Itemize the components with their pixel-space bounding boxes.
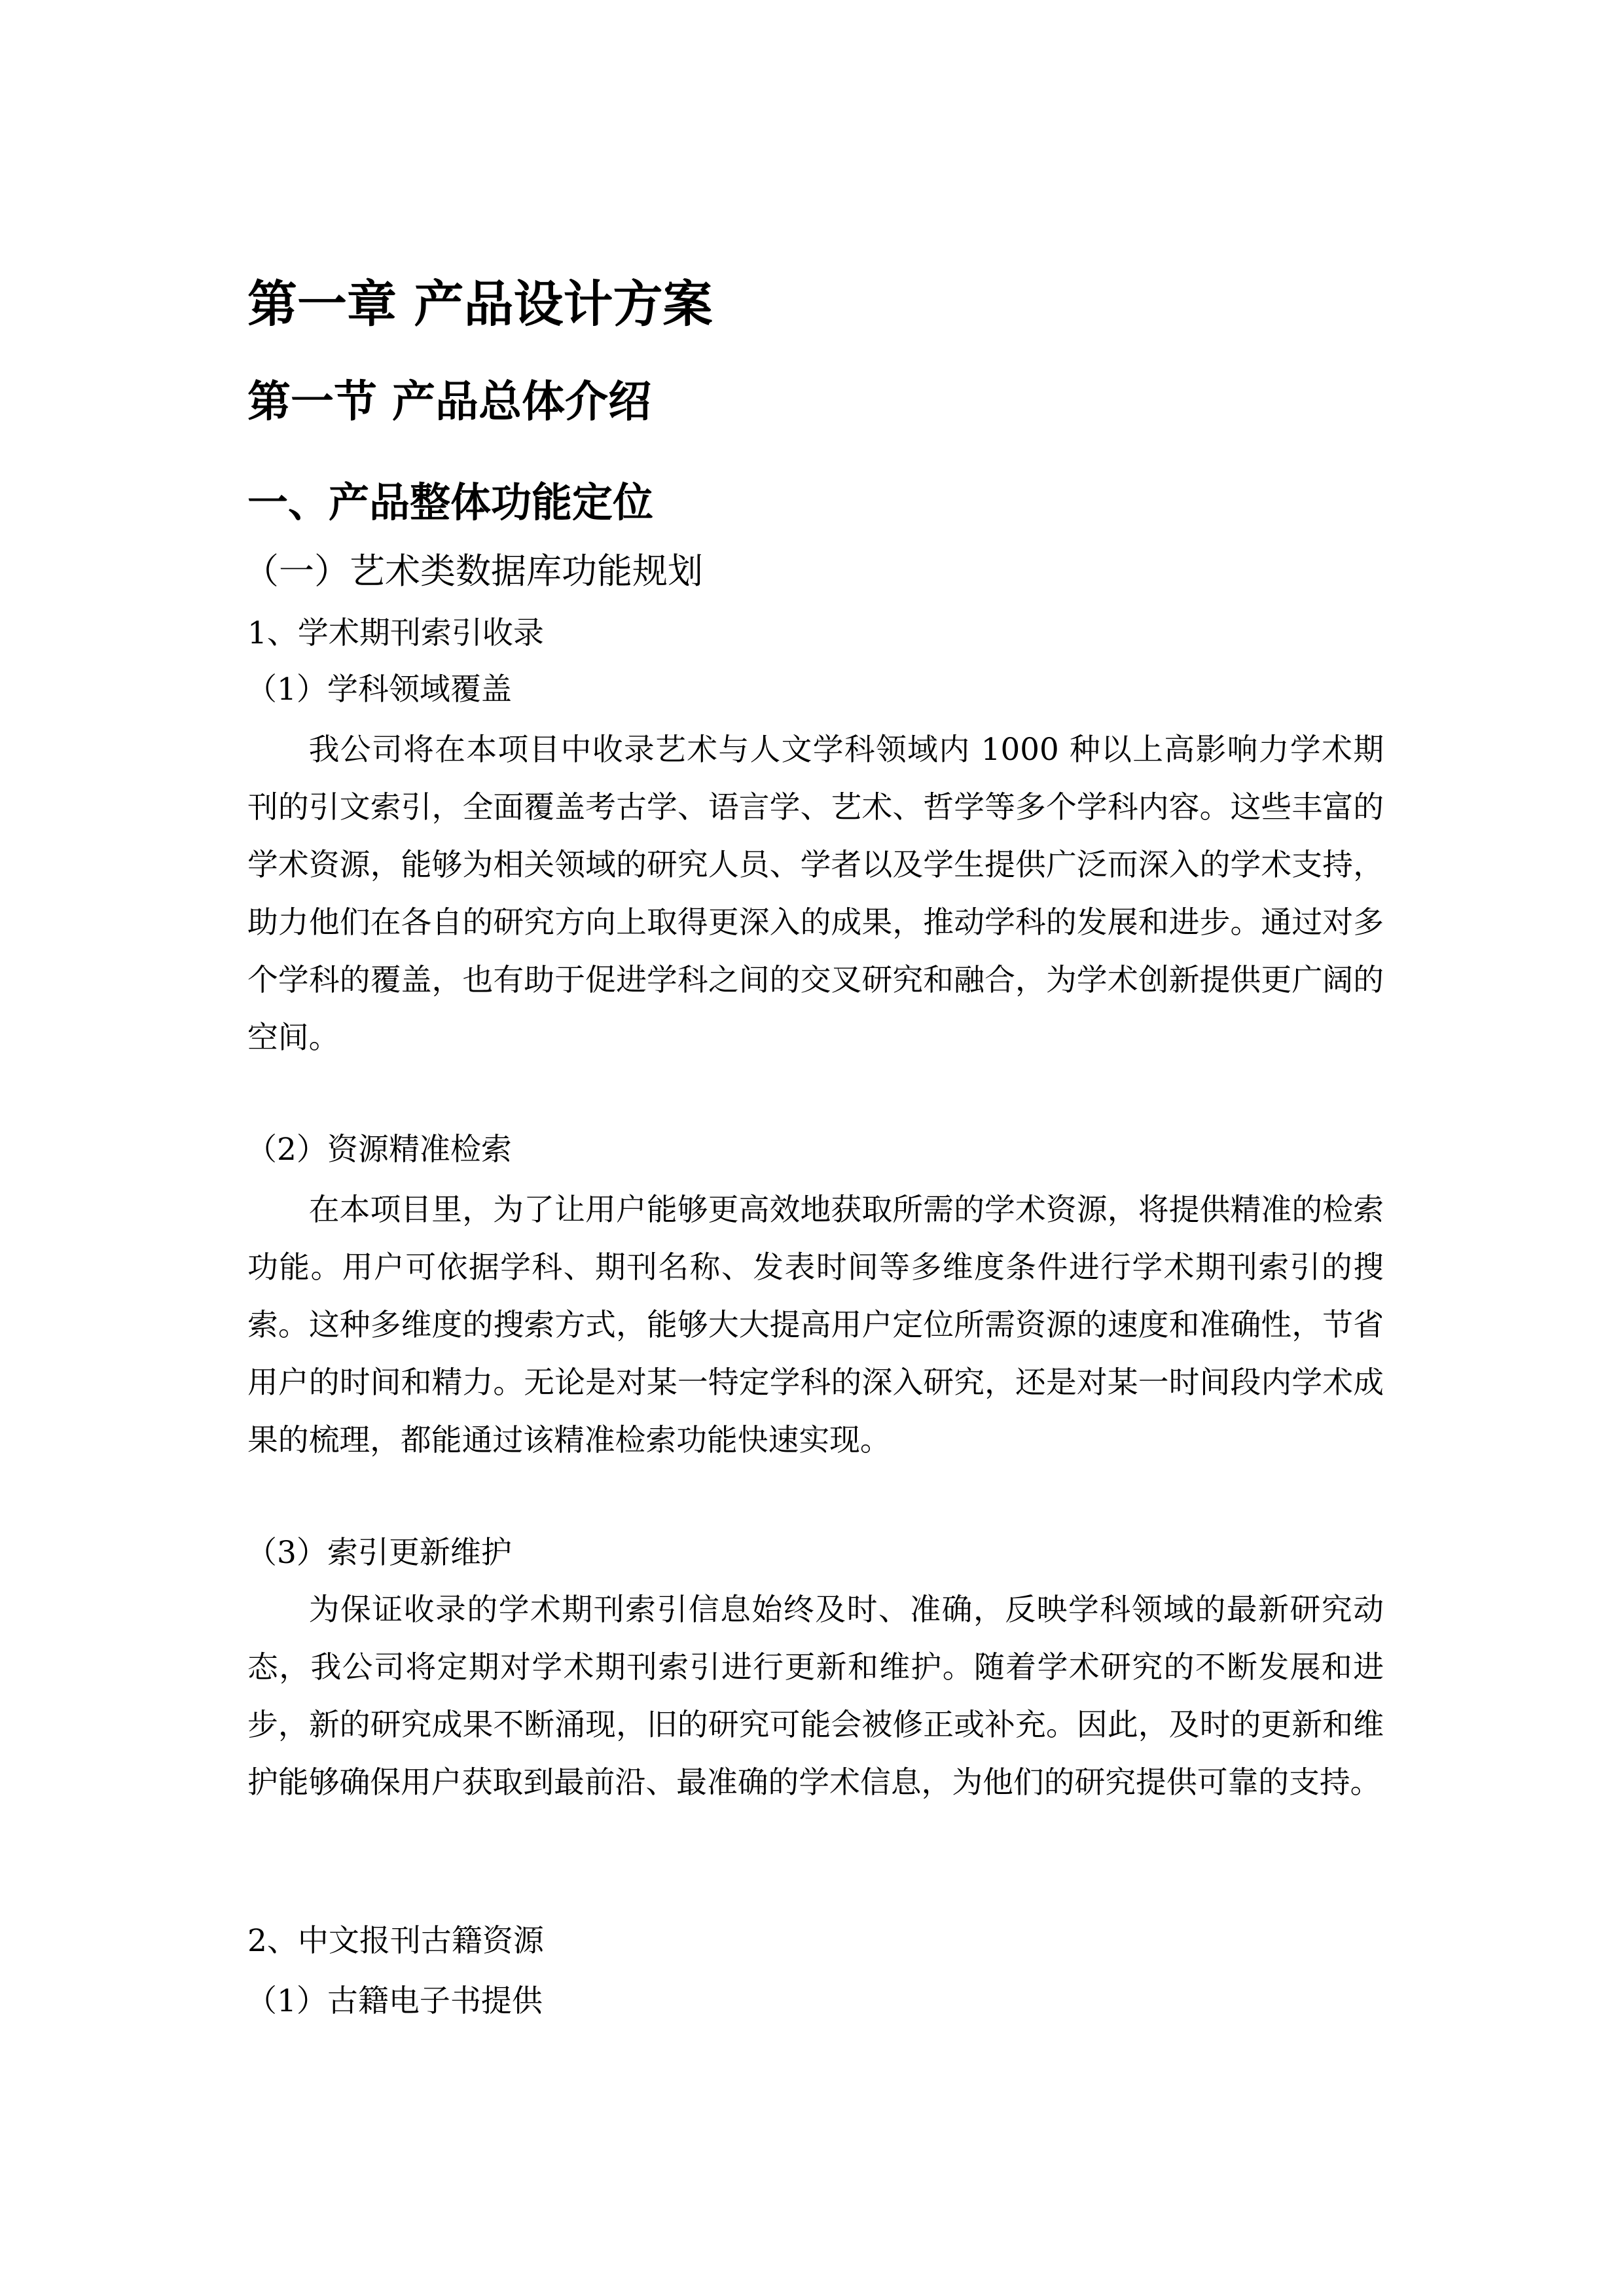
item-1-sub-3-title: （3）索引更新维护: [246, 1535, 512, 1571]
item-1-sub-1-paragraph: 我公司将在本项目中收录艺术与人文学科领域内 1000 种以上高影响力学术期刊的引文索引，全面覆盖考古学、语言学、艺术、哲学等多个学科内容。这些丰富的学术资源，能够为相关领域的研究人员、学者以及学生提供广泛而深入的学术支持，助力他们在各自的研究方向上取得更深入的成果，推动学科的发展和进步。通过对多个学科的覆盖，也有助于促进学科之间的交叉研究和融合，为学术创新提供更广阔的空间。: [247, 732, 1384, 1056]
chapter-title: 第一章 产品设计方案: [247, 275, 713, 333]
item-2-title: 2、中文报刊古籍资源: [247, 1923, 544, 1959]
item-2-sub-1-title: （1）古籍电子书提供: [246, 1983, 543, 2019]
item-1-sub-2-paragraph: 在本项目里，为了让用户能够更高效地获取所需的学术资源，将提供精准的检索功能。用户可依据学科、期刊名称、发表时间等多维度条件进行学术期刊索引的搜索。这种多维度的搜索方式，能够大大提高用户定位所需资源的速度和准确性，节省用户的时间和精力。无论是对某一特定学科的深入研究，还是对某一时间段内学术成果的梳理，都能通过该精准检索功能快速实现。: [247, 1193, 1384, 1458]
item-1-sub-3-paragraph: 为保证收录的学术期刊索引信息始终及时、准确，反映学科领域的最新研究动态，我公司将定期对学术期刊索引进行更新和维护。随着学术研究的不断发展和进步，新的研究成果不断涌现，旧的研究可能会被修正或补充。因此，及时的更新和维护能够确保用户获取到最前沿、最准确的学术信息，为他们的研究提供可靠的支持。: [247, 1592, 1384, 1801]
part-title: （一）艺术类数据库功能规划: [244, 550, 703, 592]
section-title: 第一节 产品总体介绍: [247, 376, 651, 427]
item-1-sub-1-title: （1）学科领域覆盖: [246, 672, 512, 708]
item-1-title: 1、学术期刊索引收录: [247, 615, 544, 651]
item-1-sub-2-title: （2）资源精准检索: [246, 1132, 512, 1168]
subsection-title: 一、产品整体功能定位: [247, 478, 654, 526]
